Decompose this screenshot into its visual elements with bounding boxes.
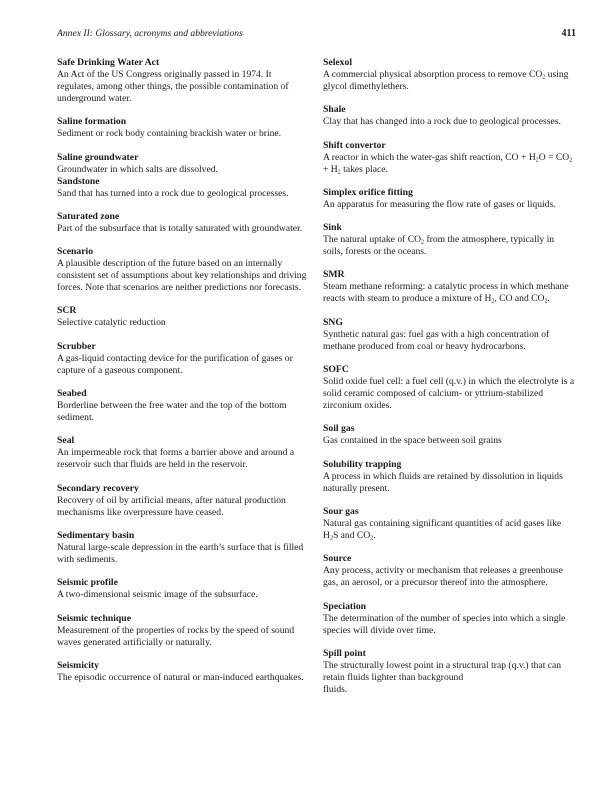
glossary-term: SOFC bbox=[323, 364, 349, 376]
glossary-definition: Sand that has turned into a rock due to geological processes. bbox=[57, 187, 289, 199]
glossary-definition: A plausible description of the future based on an internally consistent set of assumptions about key relationships and driving forces. Note that scenarios are neither predictions nor forecasts. bbox=[57, 258, 307, 294]
glossary-definition: A two-dimensional seismic image of the subsurface. bbox=[57, 589, 258, 601]
glossary-column-left bbox=[57, 57, 307, 695]
glossary-definition: The episodic occurrence of natural or man-induced earthquakes. bbox=[57, 671, 304, 683]
glossary-entry bbox=[57, 388, 307, 424]
glossary-entry bbox=[57, 57, 307, 105]
glossary-definition: A gas-liquid contacting device for the purification of gases or capture of a gaseous component. bbox=[57, 352, 293, 376]
glossary-entry bbox=[57, 305, 307, 329]
glossary-term: Simplex orifice fitting bbox=[323, 186, 413, 198]
glossary-entry bbox=[57, 211, 307, 235]
glossary-entry bbox=[323, 57, 576, 93]
glossary-term: Selexol bbox=[323, 57, 353, 68]
glossary-term: Shale bbox=[323, 104, 346, 116]
glossary-definition: Steam methane reforming: a catalytic process in which methane reacts with steam to produce a mixture of $H_2$, CO and $CO_2$. bbox=[323, 281, 569, 305]
glossary-entry bbox=[323, 364, 576, 412]
glossary-entry bbox=[57, 613, 307, 649]
glossary-entry bbox=[323, 648, 576, 696]
glossary-term: Seismic profile bbox=[57, 577, 118, 589]
glossary-entry bbox=[323, 553, 576, 589]
glossary-entry bbox=[57, 435, 307, 471]
glossary-definition: Sediment or rock body containing brackish water or brine. bbox=[57, 128, 282, 140]
glossary-entry bbox=[57, 176, 307, 200]
glossary-entry bbox=[57, 483, 307, 519]
glossary-term: Seabed bbox=[57, 388, 87, 400]
glossary-term: Sour gas bbox=[323, 505, 359, 517]
glossary-term: Sink bbox=[323, 222, 342, 234]
glossary-term: Safe Drinking Water Act bbox=[57, 57, 160, 68]
glossary-term: Seismic technique bbox=[57, 612, 131, 624]
glossary-term: Spill point bbox=[323, 647, 366, 659]
glossary-term: Speciation bbox=[323, 600, 367, 612]
glossary-definition: Clay that has changed into a rock due to geological processes. bbox=[323, 116, 561, 128]
glossary-entry bbox=[57, 577, 307, 601]
glossary-definition: An impermeable rock that forms a barrier above and around a reservoir such that fluids are held in the reservoir. bbox=[57, 447, 295, 471]
glossary-term: Saline groundwater bbox=[57, 151, 139, 163]
glossary-definition: An apparatus for measuring the flow rate of gases or liquids. bbox=[323, 198, 556, 210]
glossary-definition: The structurally lowest point in a structural trap (q.v.) that can retain fluids lighter than background fluids. bbox=[323, 659, 562, 695]
glossary-definition: Part of the subsurface that is totally saturated with groundwater. bbox=[57, 222, 303, 234]
glossary-entry bbox=[323, 269, 576, 305]
glossary-term: Sedimentary basin bbox=[57, 529, 135, 541]
glossary-term: Source bbox=[323, 553, 352, 565]
glossary-column-right bbox=[323, 57, 576, 707]
glossary-definition: A reactor in which the water-gas shift reaction, CO + $H_2O = CO_2 + H_2$ takes place. bbox=[323, 151, 573, 176]
glossary-entry bbox=[323, 317, 576, 353]
glossary-term: Saturated zone bbox=[57, 210, 120, 222]
glossary-entry bbox=[323, 140, 576, 176]
glossary-entry bbox=[323, 104, 576, 128]
running-title: Annex II: Glossary, acronyms and abbreviations bbox=[57, 28, 243, 39]
glossary-entry bbox=[57, 341, 307, 377]
glossary-entry bbox=[57, 246, 307, 294]
glossary-entry bbox=[57, 660, 307, 684]
glossary-entry bbox=[323, 459, 576, 495]
glossary-definition: A process in which fluids are retained by dissolution in liquids naturally present. bbox=[323, 470, 563, 494]
glossary-definition: The natural uptake of $CO_2$ from the atmosphere, typically in soils, forests or the oceans. bbox=[323, 234, 555, 258]
glossary-term: Solubility trapping bbox=[323, 458, 402, 470]
glossary-definition: Synthetic natural gas: fuel gas with a high concentration of methane produced from coal or heavy hydrocarbons. bbox=[323, 328, 550, 352]
glossary-term: SNG bbox=[323, 316, 343, 328]
glossary-term: Seal bbox=[57, 435, 75, 447]
glossary-entry bbox=[323, 187, 576, 211]
glossary-term: Secondary recovery bbox=[57, 482, 139, 494]
glossary-definition: Borderline between the free water and the top of the bottom sediment. bbox=[57, 400, 287, 424]
glossary-definition: A commercial physical absorption process to remove $CO_2$ using glycol dimethylethers. bbox=[323, 69, 569, 92]
glossary-definition: Any process, activity or mechanism that releases a greenhouse gas, an aerosol, or a precursor thereof into the atmosphere. bbox=[323, 565, 564, 589]
glossary-definition: An Act of the US Congress originally passed in 1974. It regulates, among other things, the possible contamination of underground water. bbox=[57, 69, 289, 104]
glossary-entry bbox=[323, 601, 576, 637]
glossary-term: SCR bbox=[57, 305, 77, 317]
page-header bbox=[57, 28, 576, 40]
glossary-term: Seismicity bbox=[57, 659, 99, 671]
glossary-term: Sandstone bbox=[57, 175, 100, 187]
glossary-entry bbox=[57, 116, 307, 140]
glossary-definition: Measurement of the properties of rocks by the speed of sound waves generated artificially or naturally. bbox=[57, 624, 295, 648]
glossary-term: Scrubber bbox=[57, 340, 96, 352]
page-number: 411 bbox=[561, 28, 576, 39]
glossary-definition: Natural large-scale depression in the earth’s surface that is filled with sediments. bbox=[57, 541, 304, 565]
glossary-entry bbox=[57, 152, 307, 176]
glossary-entry bbox=[323, 423, 576, 447]
glossary-entry bbox=[323, 222, 576, 258]
glossary-entry bbox=[57, 530, 307, 566]
glossary-definition: Groundwater in which salts are dissolved. bbox=[57, 163, 218, 175]
glossary-term: Soil gas bbox=[323, 423, 355, 435]
glossary-entry bbox=[323, 506, 576, 542]
glossary-definition: Gas contained in the space between soil grains bbox=[323, 435, 502, 447]
glossary-term: SMR bbox=[323, 269, 345, 281]
glossary-term: Scenario bbox=[57, 246, 94, 258]
glossary-definition: Solid oxide fuel cell: a fuel cell (q.v.) in which the electrolyte is a solid ceramic composed of calcium- or yttrium-stabilized zirconium oxides. bbox=[323, 376, 575, 412]
glossary-definition: The determination of the number of species into which a single species will divide over time. bbox=[323, 612, 566, 636]
glossary-term: Shift convertor bbox=[323, 139, 386, 151]
glossary-term: Saline formation bbox=[57, 116, 127, 128]
glossary-definition: Selective catalytic reduction bbox=[57, 317, 166, 329]
glossary-definition: Recovery of oil by artificial means, after natural production mechanisms like overpressure have ceased. bbox=[57, 494, 286, 518]
glossary-definition: Natural gas containing significant quantities of acid gases like $H_2S$ and $CO_2$. bbox=[323, 517, 562, 542]
